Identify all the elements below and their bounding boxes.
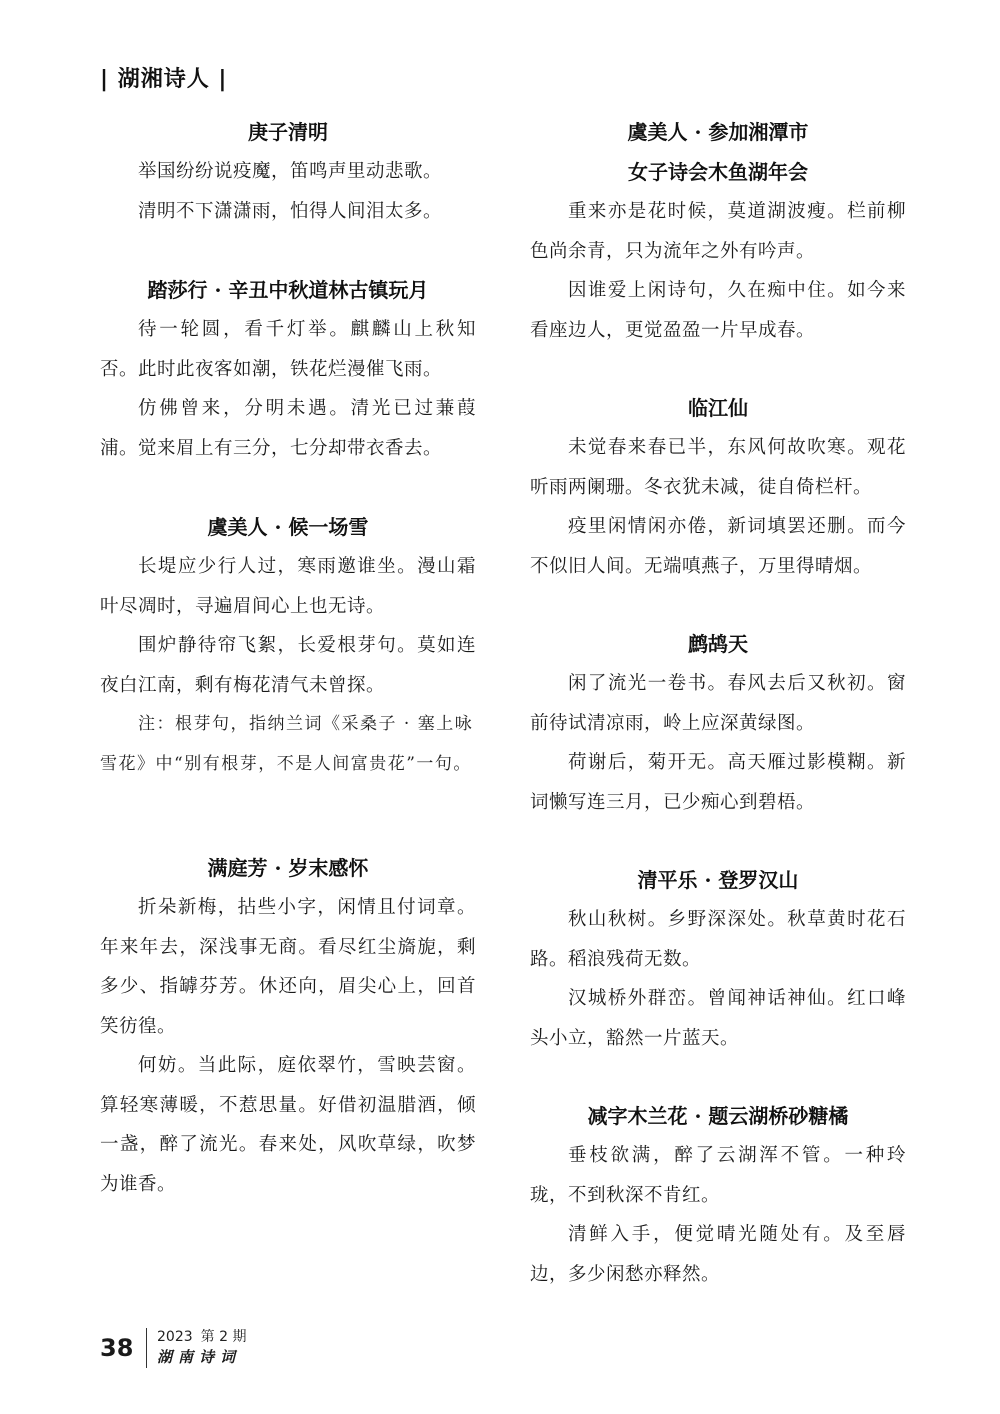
poem-stanza: 疫里闲情闲亦倦，新词填罢还删。而今不似旧人间。无端嗔燕子，万里得晴烟。 bbox=[530, 516, 906, 577]
poem bbox=[530, 1096, 906, 1294]
poem-title: 临江仙 bbox=[688, 396, 748, 420]
poem bbox=[530, 112, 906, 350]
poem-stanza: 垂枝欲满，醉了云湖浑不管。一种玲珑，不到秋深不肯红。 bbox=[530, 1145, 906, 1206]
poem bbox=[100, 848, 476, 1204]
poem-title: 虞美人 · 参加湘潭市 bbox=[627, 120, 809, 144]
footer-divider bbox=[146, 1328, 147, 1368]
poem-stanza: 清明不下潇潇雨，怕得人间泪太多。 bbox=[138, 200, 443, 222]
poem-stanza: 清鲜入手，便觉晴光随处有。及至唇边，多少闲愁亦释然。 bbox=[530, 1224, 906, 1285]
poem bbox=[530, 624, 906, 822]
poem bbox=[530, 388, 906, 586]
journal-name: 湖南诗词 bbox=[157, 1348, 242, 1366]
page-number: 38 bbox=[100, 1334, 134, 1362]
poem-stanza: 重来亦是花时候，莫道湖波瘦。栏前柳色尚余青，只为流年之外有吟声。 bbox=[530, 201, 906, 262]
poem-stanza: 折朵新梅，拈些小字，闲情且付词章。年来年去，深浅事无商。看尽红尘旖旎，剩多少、指罅芬芳。休还向，眉尖心上，回首笑彷徨。 bbox=[100, 897, 476, 1037]
right-column bbox=[530, 112, 906, 1294]
poem bbox=[100, 112, 476, 231]
poem-stanza: 仿佛曾来，分明未遇。清光已过蒹葭浦。觉来眉上有三分，七分却带衣香去。 bbox=[100, 398, 476, 459]
page-footer bbox=[100, 1326, 254, 1370]
poem-title: 清平乐 · 登罗汉山 bbox=[637, 868, 799, 892]
poem-title: 鹧鸪天 bbox=[688, 632, 748, 656]
poem-stanza: 因谁爱上闲诗句，久在痴中住。如今来看座边人，更觉盈盈一片早成春。 bbox=[530, 280, 906, 341]
left-column bbox=[100, 112, 476, 1204]
issue-number: 第 2 期 bbox=[200, 1329, 247, 1345]
poem-subtitle: 女子诗会木鱼湖年会 bbox=[628, 160, 808, 184]
poem-stanza: 待一轮圆，看千灯举。麒麟山上秋知否。此时此夜客如潮，铁花烂漫催飞雨。 bbox=[100, 319, 476, 380]
poem-stanza: 未觉春来春已半，东风何故吹寒。观花听雨两阑珊。冬衣犹未减，徒自倚栏杆。 bbox=[530, 437, 906, 498]
poem-stanza: 汉城桥外群峦。曾闻神话神仙。红口峰头小立，豁然一片蓝天。 bbox=[530, 988, 906, 1049]
poem-stanza: 围炉静待帘飞絮，长爱根芽句。莫如连夜白江南，剩有梅花清气未曾探。 bbox=[100, 635, 476, 696]
poem-stanza: 长堤应少行人过，寒雨邀谁坐。漫山霜叶尽凋时，寻遍眉间心上也无诗。 bbox=[100, 556, 476, 617]
poem-stanza: 荷谢后，菊开无。高天雁过影模糊。新词懒写连三月，已少痴心到碧梧。 bbox=[530, 752, 906, 813]
poem bbox=[100, 270, 476, 468]
poem-title: 踏莎行 · 辛丑中秋道林古镇玩月 bbox=[147, 278, 429, 302]
poem-stanza: 秋山秋树。乡野深深处。秋草黄时花石路。稻浪残荷无数。 bbox=[530, 909, 906, 970]
poem bbox=[100, 507, 476, 784]
poem-stanza: 何妨。当此际，庭依翠竹，雪映芸窗。算轻寒薄暖，不惹思量。好借初温腊酒，倾一盏，醉了流光。春来处，风吹草绿，吹梦为谁香。 bbox=[100, 1055, 476, 1195]
issue-year: 2023 bbox=[157, 1329, 193, 1345]
poem-title: 减字木兰花 · 题云湖桥砂糖橘 bbox=[587, 1104, 849, 1128]
footer-text bbox=[157, 1328, 254, 1368]
poem-title: 虞美人 · 候一场雪 bbox=[207, 515, 369, 539]
poem-stanza: 闲了流光一卷书。春风去后又秋初。窗前待试清凉雨，岭上应深黄绿图。 bbox=[530, 673, 906, 734]
section-tag: | 湖湘诗人 | bbox=[100, 67, 228, 92]
poem-stanza: 举国纷纷说疫魔，笛鸣声里动悲歌。 bbox=[138, 161, 443, 182]
poem-title: 庚子清明 bbox=[248, 120, 328, 144]
issue-info bbox=[157, 1328, 254, 1346]
poem bbox=[530, 860, 906, 1058]
poem-note: 注：根芽句，指纳兰词《采桑子 · 塞上咏雪花》中“别有根芽，不是人间富贵花”一句。 bbox=[100, 714, 474, 774]
poem-title: 满庭芳 · 岁末感怀 bbox=[207, 856, 369, 880]
